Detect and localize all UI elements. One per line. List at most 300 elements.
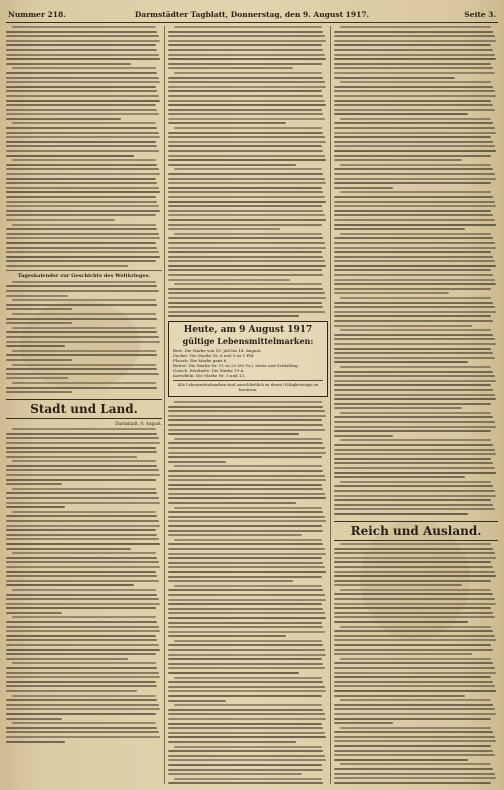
article-text — [168, 401, 328, 784]
text-line — [6, 626, 159, 628]
text-line — [6, 233, 159, 235]
text-line — [334, 639, 496, 641]
text-line — [334, 201, 495, 203]
text-line — [168, 315, 299, 317]
text-line — [334, 653, 472, 655]
text-line — [12, 722, 156, 724]
text-line — [6, 136, 160, 138]
text-line — [6, 359, 72, 361]
text-line — [6, 387, 157, 389]
text-line — [168, 571, 326, 573]
text-line — [168, 86, 326, 88]
text-line — [168, 452, 326, 454]
text-line — [334, 242, 495, 244]
text-line — [334, 426, 496, 428]
text-line — [168, 410, 325, 412]
text-line — [6, 497, 159, 499]
dateline: Darmstadt, 9. August. — [115, 421, 162, 427]
text-line — [168, 553, 326, 555]
text-line — [6, 649, 160, 651]
text-line — [334, 495, 496, 497]
text-line — [6, 635, 156, 637]
text-line — [340, 699, 491, 701]
paragraph — [6, 122, 162, 156]
paragraph — [168, 704, 328, 743]
text-line — [168, 164, 296, 166]
text-line — [6, 104, 156, 106]
text-line — [340, 481, 491, 483]
text-line — [168, 599, 326, 601]
paragraph — [334, 589, 498, 623]
text-line — [334, 389, 493, 391]
text-line — [168, 488, 323, 490]
text-line — [6, 736, 160, 738]
text-line — [168, 525, 322, 527]
text-line — [168, 265, 326, 267]
text-line — [334, 681, 493, 683]
text-line — [334, 311, 496, 313]
text-line — [340, 412, 491, 414]
text-line — [168, 709, 323, 711]
paragraph — [334, 233, 498, 295]
text-line — [6, 256, 160, 258]
text-line — [168, 159, 326, 161]
text-line — [334, 485, 493, 487]
ration-title: Heute, am 9 August 1917 — [183, 325, 313, 336]
ration-line: Butter: Die Marke Nr. 11 zu 20 (60 Gr.), letzte und Schlußtag. — [173, 363, 299, 369]
text-line — [168, 493, 325, 495]
text-line — [340, 81, 491, 83]
text-line — [168, 145, 322, 147]
text-line — [334, 54, 495, 56]
column-rule — [164, 26, 165, 784]
text-line — [334, 58, 496, 60]
text-line — [168, 210, 323, 212]
text-line — [12, 616, 156, 618]
text-line — [168, 214, 325, 216]
text-line — [6, 575, 157, 577]
text-line — [334, 421, 495, 423]
paragraph — [6, 552, 162, 586]
text-line — [6, 667, 157, 669]
text-line — [6, 247, 157, 249]
text-line — [6, 373, 159, 375]
text-line — [6, 456, 137, 458]
text-line — [6, 368, 157, 370]
text-line — [168, 603, 322, 605]
paragraph — [334, 81, 498, 115]
text-line — [6, 308, 72, 310]
text-line — [334, 361, 468, 363]
text-line — [334, 499, 491, 501]
text-line — [6, 534, 157, 536]
text-line — [6, 205, 159, 207]
text-line — [334, 704, 493, 706]
text-line — [334, 100, 491, 102]
text-line — [168, 132, 323, 134]
text-line — [334, 777, 496, 779]
text-line — [334, 205, 496, 207]
paragraph — [168, 283, 328, 317]
text-line — [340, 626, 491, 628]
text-line — [334, 63, 491, 65]
text-line — [334, 343, 496, 345]
text-line — [6, 210, 160, 212]
text-line — [6, 178, 156, 180]
text-line — [334, 662, 493, 664]
text-line — [6, 132, 159, 134]
paragraph — [168, 585, 328, 638]
text-line — [6, 492, 157, 494]
text-line — [6, 237, 160, 239]
text-line — [334, 90, 495, 92]
paragraph — [6, 327, 162, 347]
text-line — [6, 584, 134, 586]
text-line — [334, 127, 495, 129]
text-line — [168, 534, 302, 536]
text-line — [6, 265, 128, 267]
paragraph — [168, 72, 328, 125]
text-line — [334, 338, 495, 340]
text-line — [6, 155, 134, 157]
text-line — [174, 677, 322, 679]
masthead — [6, 8, 498, 23]
text-line — [168, 447, 325, 449]
text-line — [334, 237, 493, 239]
text-line — [334, 35, 495, 37]
text-line — [6, 598, 159, 600]
text-line — [168, 635, 286, 637]
text-line — [340, 233, 491, 235]
ration-line: Fleisch: Die Marke ganz 6. — [173, 358, 228, 364]
text-line — [174, 585, 322, 587]
paragraph — [168, 677, 328, 702]
text-line — [334, 348, 491, 350]
text-line — [174, 539, 322, 541]
text-line — [334, 708, 495, 710]
text-line — [334, 279, 495, 281]
text-line — [6, 713, 156, 715]
article-text — [6, 281, 162, 393]
text-line — [168, 663, 323, 665]
text-line — [334, 283, 496, 285]
text-line — [6, 525, 160, 527]
text-line — [174, 168, 322, 170]
text-line — [168, 173, 323, 175]
text-line — [168, 750, 323, 752]
text-line — [334, 740, 496, 742]
text-line — [168, 429, 325, 431]
text-line — [168, 44, 322, 46]
war-calendar-heading: Tageskalender zur Geschichte des Weltkrieges. — [6, 270, 162, 279]
text-line — [168, 700, 226, 702]
text-line — [6, 219, 115, 221]
text-line — [168, 608, 323, 610]
text-line — [334, 168, 493, 170]
text-line — [168, 631, 325, 633]
text-line — [6, 40, 160, 42]
paragraph — [334, 727, 498, 761]
text-line — [6, 141, 156, 143]
text-line — [334, 768, 493, 770]
column-rule — [330, 26, 331, 784]
text-line — [174, 746, 322, 748]
text-line — [168, 251, 322, 253]
text-line — [6, 331, 157, 333]
text-line — [168, 196, 325, 198]
text-line — [6, 90, 157, 92]
text-line — [334, 598, 495, 600]
text-line — [168, 520, 326, 522]
text-line — [6, 731, 159, 733]
text-line — [12, 26, 156, 28]
text-line — [6, 304, 157, 306]
text-line — [168, 54, 325, 56]
text-line — [168, 516, 325, 518]
paragraph — [6, 159, 162, 221]
text-line — [334, 782, 491, 784]
text-line — [168, 415, 326, 417]
article-text — [168, 26, 328, 317]
text-line — [6, 164, 157, 166]
text-line — [334, 375, 495, 377]
text-line — [168, 654, 326, 656]
text-line — [6, 483, 62, 485]
paragraph — [334, 26, 498, 79]
text-line — [334, 302, 493, 304]
text-line — [334, 113, 468, 115]
paragraph — [6, 224, 162, 267]
text-line — [12, 488, 156, 490]
text-line — [6, 290, 159, 292]
paragraph — [334, 297, 498, 327]
text-line — [174, 778, 322, 780]
text-line — [168, 292, 325, 294]
text-line — [334, 95, 496, 97]
paragraph — [334, 763, 498, 784]
text-line — [334, 384, 491, 386]
text-line — [334, 557, 496, 559]
text-line — [168, 562, 323, 564]
text-line — [6, 437, 159, 439]
text-line — [334, 695, 465, 697]
text-line — [334, 352, 493, 354]
text-line — [334, 173, 495, 175]
text-line — [334, 571, 495, 573]
text-line — [168, 311, 325, 313]
text-line — [168, 530, 323, 532]
text-line — [340, 658, 491, 660]
text-line — [12, 224, 156, 226]
ration-line: Kartoffeln: Die Marke Nr. 5 und 13. — [173, 373, 246, 379]
paragraph — [168, 401, 328, 435]
text-line — [12, 313, 156, 315]
text-line — [168, 442, 323, 444]
text-line — [6, 77, 159, 79]
text-line — [334, 86, 493, 88]
text-line — [334, 132, 496, 134]
text-line — [334, 214, 493, 216]
text-line — [340, 366, 491, 368]
text-line — [334, 750, 493, 752]
text-line — [168, 479, 326, 481]
text-line — [334, 44, 491, 46]
text-line — [168, 764, 322, 766]
text-line — [6, 113, 159, 115]
text-line — [168, 150, 323, 152]
paragraph — [168, 26, 328, 69]
paragraph — [334, 658, 498, 697]
text-line — [334, 453, 496, 455]
text-line — [334, 759, 468, 761]
text-line — [6, 447, 156, 449]
text-line — [334, 676, 491, 678]
text-line — [6, 741, 65, 743]
text-line — [334, 736, 495, 738]
paragraph — [168, 233, 328, 281]
paragraph — [6, 460, 162, 485]
paragraph — [334, 626, 498, 656]
text-line — [168, 456, 322, 458]
text-line — [168, 723, 322, 725]
paragraph — [6, 364, 162, 380]
text-line — [168, 686, 325, 688]
text-line — [334, 575, 496, 577]
text-line — [6, 196, 156, 198]
text-line — [334, 210, 491, 212]
text-line — [6, 81, 160, 83]
text-line — [12, 589, 156, 591]
text-line — [168, 242, 325, 244]
text-line — [6, 251, 159, 253]
text-line — [6, 336, 159, 338]
text-line — [168, 113, 323, 115]
text-line — [334, 566, 493, 568]
text-line — [6, 548, 131, 550]
text-line — [168, 95, 323, 97]
text-line — [168, 419, 322, 421]
text-line — [334, 773, 495, 775]
text-line — [6, 571, 156, 573]
text-line — [168, 580, 293, 582]
ration-subtitle: gültige Lebensmittelmarken: — [182, 336, 314, 347]
text-line — [6, 285, 157, 287]
text-line — [12, 122, 156, 124]
text-line — [168, 63, 322, 65]
text-line — [168, 649, 325, 651]
text-line — [6, 580, 159, 582]
text-line — [334, 745, 491, 747]
text-line — [168, 205, 322, 207]
text-line — [168, 782, 323, 784]
text-line — [168, 247, 326, 249]
text-line — [334, 754, 495, 756]
text-line — [6, 201, 157, 203]
text-line — [334, 334, 493, 336]
text-line — [6, 469, 159, 471]
text-line — [6, 54, 159, 56]
text-line — [6, 72, 157, 74]
text-line — [168, 695, 322, 697]
text-line — [168, 141, 326, 143]
text-line — [334, 407, 462, 409]
text-line — [168, 297, 326, 299]
text-line — [168, 644, 323, 646]
text-line — [340, 297, 491, 299]
text-line — [6, 479, 156, 481]
text-line — [168, 306, 323, 308]
text-line — [340, 727, 491, 729]
text-line — [168, 136, 325, 138]
text-line — [168, 617, 326, 619]
text-line — [168, 681, 323, 683]
text-line — [168, 90, 322, 92]
text-line — [168, 690, 326, 692]
text-line — [6, 543, 160, 545]
text-line — [6, 31, 157, 33]
paragraph — [168, 127, 328, 166]
text-line — [334, 580, 491, 582]
text-line — [334, 731, 493, 733]
paragraph — [334, 699, 498, 724]
text-line — [12, 511, 156, 513]
text-line — [6, 341, 160, 343]
paragraph — [334, 118, 498, 161]
text-line — [168, 49, 323, 51]
text-line — [334, 472, 496, 474]
paragraph — [334, 366, 498, 409]
paragraph — [6, 67, 162, 120]
text-line — [12, 662, 156, 664]
text-line — [6, 653, 156, 655]
text-line — [334, 718, 491, 720]
text-line — [334, 561, 491, 563]
text-line — [334, 430, 491, 432]
text-line — [334, 584, 462, 586]
text-line — [6, 182, 157, 184]
empire-abroad-heading: Reich und Ausland. — [334, 521, 498, 541]
text-line — [168, 288, 323, 290]
text-line — [334, 196, 493, 198]
paragraph — [6, 26, 162, 65]
text-line — [340, 543, 491, 545]
text-line — [334, 458, 491, 460]
text-line — [6, 295, 68, 297]
text-line — [334, 178, 496, 180]
paragraph — [6, 299, 162, 310]
text-line — [168, 191, 323, 193]
text-line — [6, 474, 160, 476]
paragraph — [6, 695, 162, 720]
paragraph — [6, 382, 162, 393]
article-text — [334, 543, 498, 784]
text-line — [174, 640, 322, 642]
text-line — [334, 49, 493, 51]
paragraph — [334, 412, 498, 437]
paragraph — [6, 589, 162, 614]
text-line — [174, 704, 322, 706]
text-line — [168, 256, 323, 258]
text-line — [168, 502, 296, 504]
paragraph — [334, 164, 498, 189]
text-line — [6, 150, 159, 152]
text-line — [168, 182, 326, 184]
text-line — [168, 122, 286, 124]
text-line — [168, 31, 323, 33]
text-line — [334, 380, 496, 382]
text-line — [168, 406, 323, 408]
text-line — [6, 727, 157, 729]
